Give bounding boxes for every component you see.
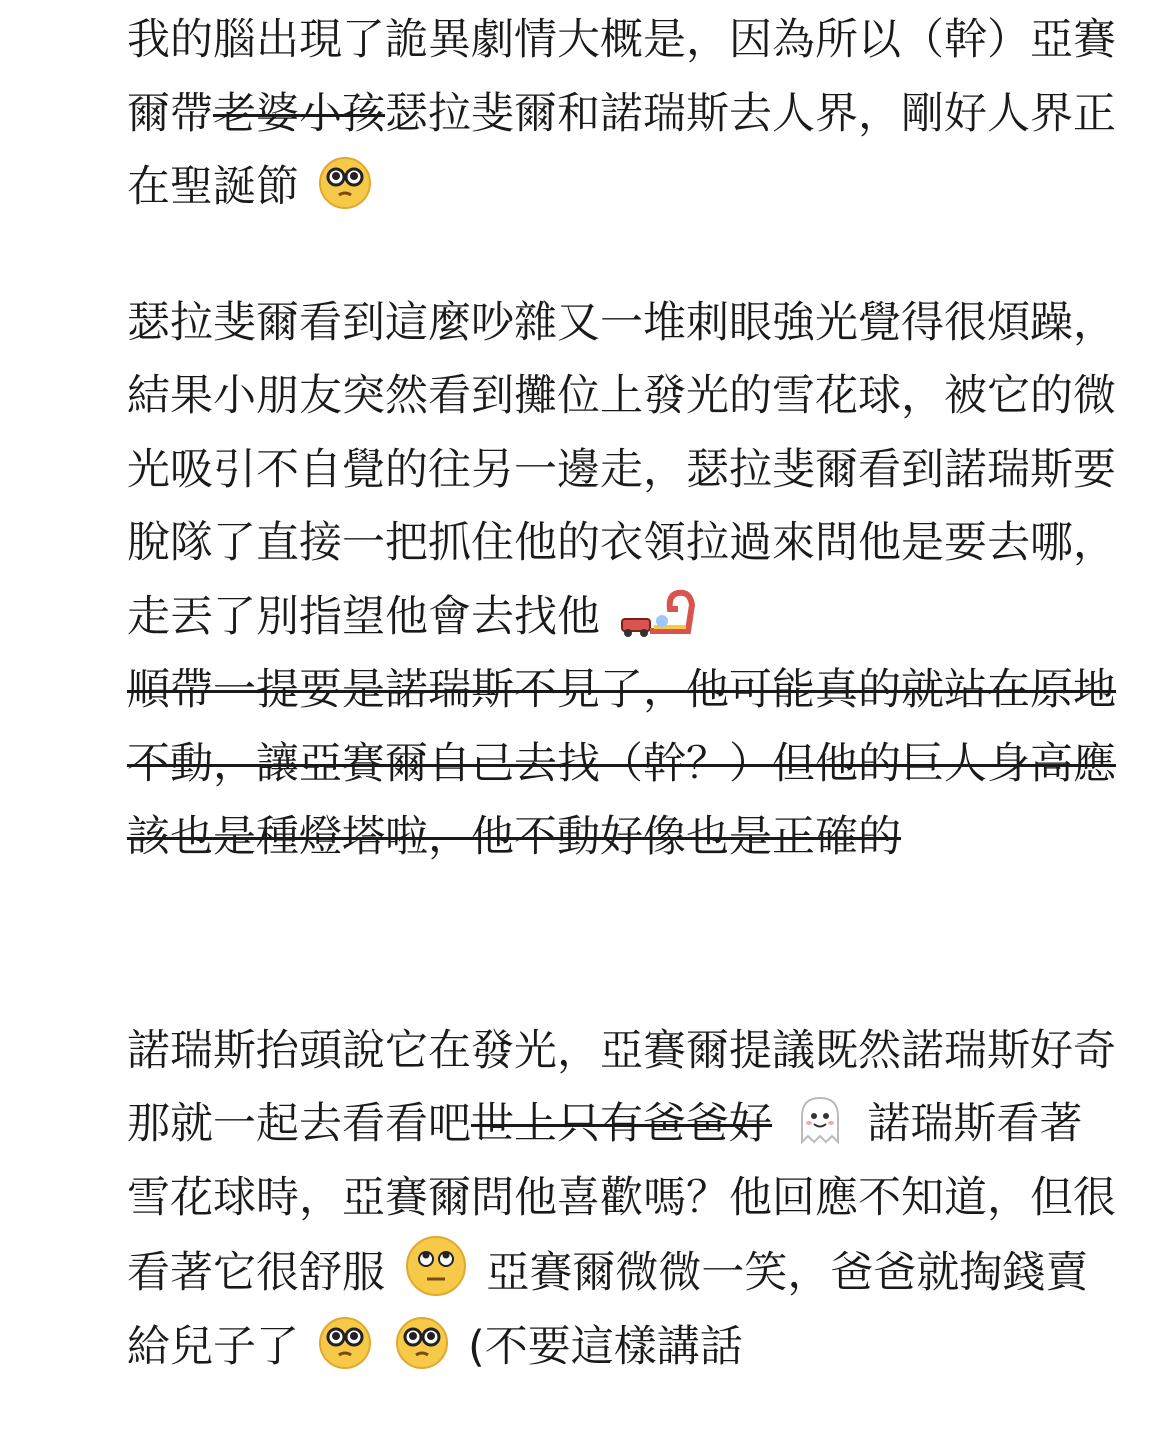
text-span: 我的腦出現了詭異劇情大概是，因為所以（幹）亞賽爾帶 bbox=[127, 15, 1116, 139]
post-body bbox=[127, 4, 1117, 1384]
strikethrough-text: 老婆小孩 bbox=[213, 88, 385, 139]
text-span: (不要這樣講話 bbox=[468, 1321, 743, 1372]
strikethrough-text: 順帶一提要是諾瑞斯不見了，他可能真的就站在原地不動，讓亞賽爾自己去找（幹？）但他的巨人身高應該也是種燈塔啦，他不動好像也是正確的 bbox=[127, 665, 1116, 862]
face-with-rolling-eyes-icon bbox=[403, 1235, 469, 1297]
paragraph-1 bbox=[127, 4, 1117, 225]
text-span: 瑟拉斐爾和諾瑞斯去人界，剛好人界正在聖誕節 bbox=[127, 88, 1116, 212]
strikethrough-text: 世上只有爸爸好 bbox=[471, 1099, 772, 1149]
paragraph-2 bbox=[127, 287, 1117, 875]
pleading-face-icon bbox=[317, 155, 373, 211]
text-span: 諾瑞斯抬頭說它在發光，亞賽爾提議既然諾瑞斯好奇那就一起去看看吧 bbox=[127, 1025, 1116, 1149]
text-span: 亞賽爾微微一笑，爸爸就掏錢賣給兒子了 bbox=[127, 1248, 1089, 1372]
rollercoaster-icon bbox=[618, 585, 700, 641]
paragraph-3 bbox=[127, 1015, 1117, 1385]
pleading-face-icon bbox=[317, 1315, 373, 1371]
text-span: 瑟拉斐爾看到這麼吵雜又一堆刺眼強光覺得很煩躁，結果小朋友突然看到攤位上發光的雪花球，被它的微光吸引不自覺的往另一邊走，瑟拉斐爾看到諾瑞斯要脫隊了直接一把抓住他的衣領拉過來問他是要去哪，走丟了別指望他會去找他 bbox=[127, 297, 1116, 642]
ghost-icon bbox=[790, 1092, 850, 1148]
pleading-face-icon bbox=[394, 1315, 450, 1371]
text-span: 諾瑞斯看著雪花球時，亞賽爾問他喜歡嗎？他回應不知道，但很看著它很舒服 bbox=[127, 1099, 1116, 1298]
